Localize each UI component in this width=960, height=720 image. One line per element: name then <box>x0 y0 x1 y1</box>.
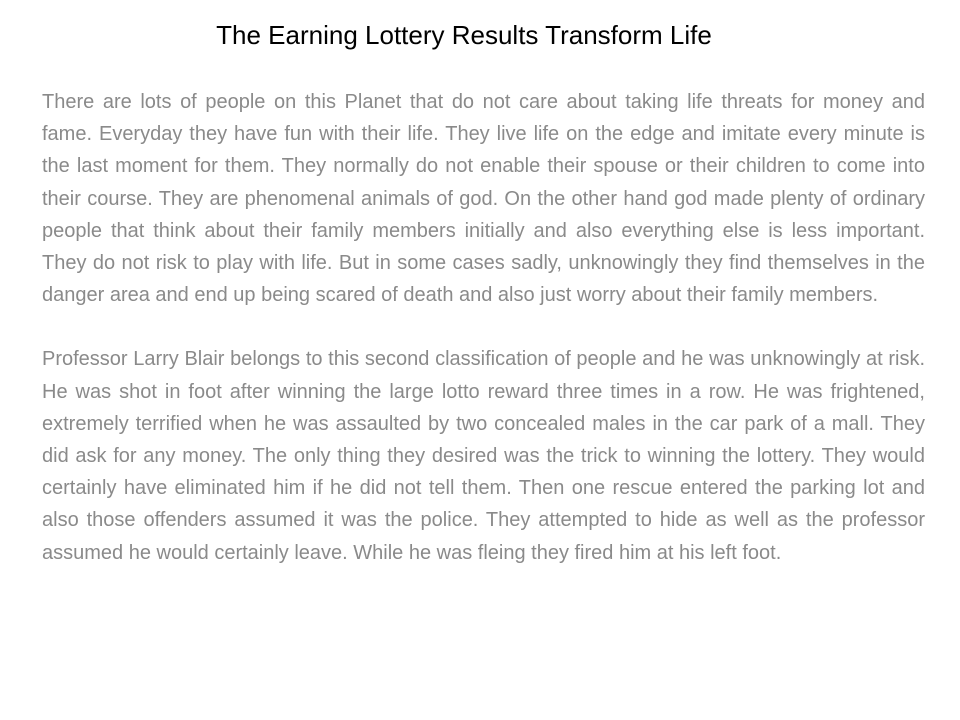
paragraph-1: There are lots of people on this Planet that do not care about taking life threats for money and fame. Everyday they have fun with their life. They live life on the edge and imitate every minute is the last moment for them. They normally do not enable their spouse or their children to come into their course. They are phenomenal animals of god. On the other hand god made plenty of ordinary people that think about their family members initially and also everything else is less important. They do not risk to play with life. But in some cases sadly, unknowingly they find themselves in the danger area and end up being scared of death and also just worry about their family members. <box>42 91 925 307</box>
slide-title: The Earning Lottery Results Transform Life <box>216 20 712 50</box>
paragraph-2: Professor Larry Blair belongs to this second classification of people and he was unknowingly at risk. He was shot in foot after winning the large lotto reward three times in a row. He was frightened, extremely terrified when he was assaulted by two concealed males in the car park of a mall. They did ask for any money. The only thing they desired was the trick to winning the lottery. They would certainly have eliminated him if he did not tell them. Then one rescue entered the parking lot and also those offenders assumed it was the police. They attempted to hide as well as the professor assumed he would certainly leave. While he was fleing they fired him at his left foot. <box>42 348 925 564</box>
slide-body <box>42 86 925 569</box>
